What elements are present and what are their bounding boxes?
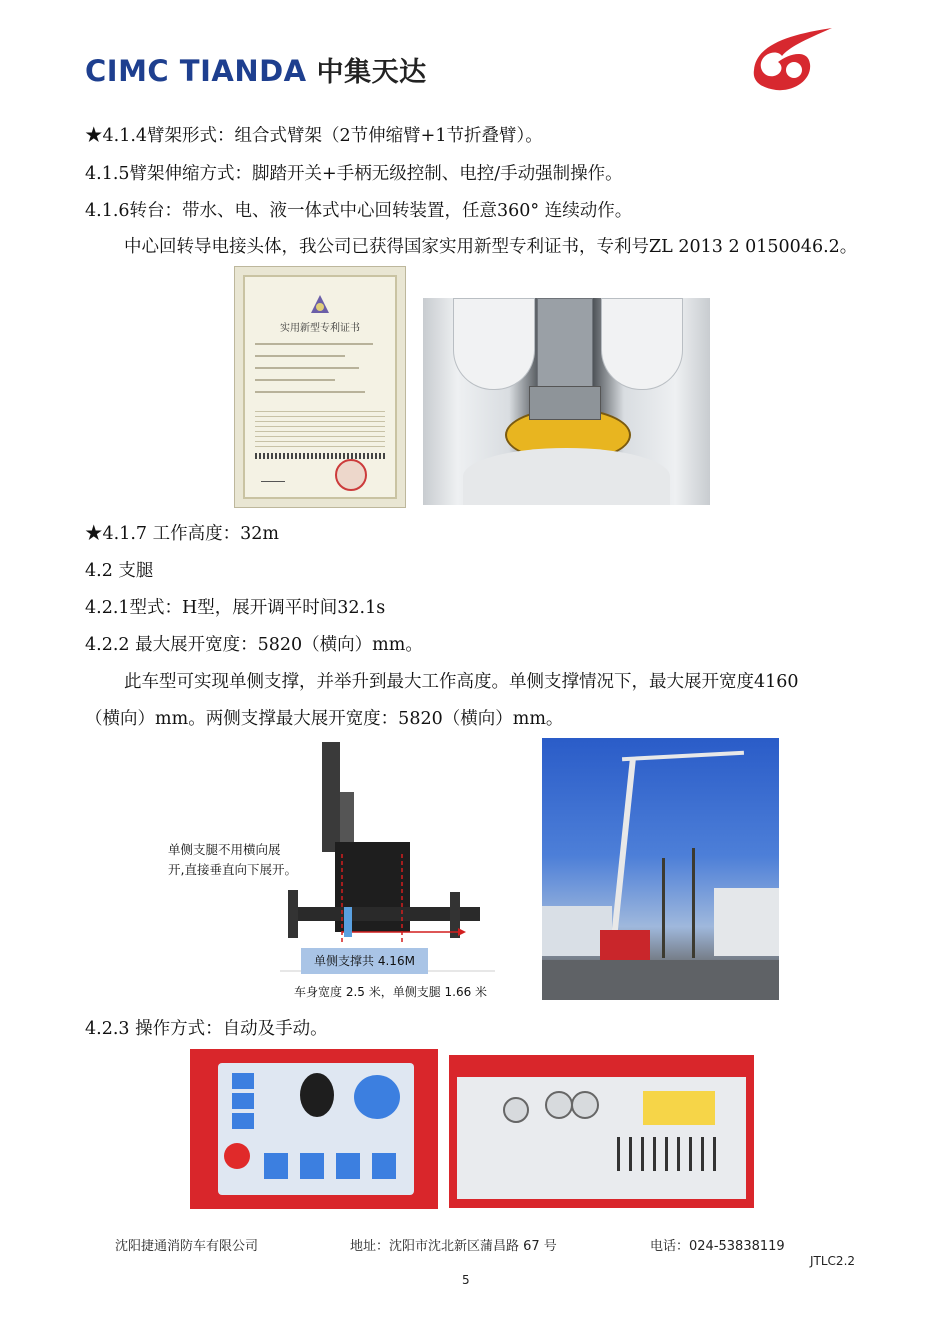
outrigger-diagram	[280, 742, 495, 972]
footer-doc-code: JTLC2.2	[810, 1254, 856, 1268]
pressure-gauge	[503, 1097, 529, 1123]
diagram-note-line2: 开,直接垂直向下展开。	[168, 862, 297, 877]
footer-company: 沈阳捷通消防车有限公司	[115, 1239, 259, 1254]
spec-boom-type: ★4.1.4臂架形式：组合式臂架（2节伸缩臂+1节折叠臂）。	[85, 126, 543, 146]
section-outrigger: 4.2 支腿	[85, 561, 154, 581]
joystick-panel-photo	[190, 1049, 438, 1209]
single-side-support-line1: 此车型可实现单侧支撑，并举升到最大工作高度。单侧支撑情况下，最大展开宽度4160	[124, 672, 799, 692]
emergency-stop-button	[224, 1143, 250, 1169]
truck-cab	[600, 930, 650, 962]
cert-signature	[261, 465, 285, 482]
page-number: 5	[462, 1273, 470, 1287]
diagram-note-line1: 单侧支腿不用横向展	[168, 842, 281, 857]
footer-address: 地址：沈阳市沈北新区蒲昌路 67 号	[350, 1239, 557, 1254]
patent-statement: 中心回转导电接头体，我公司已获得国家实用新型专利证书，专利号ZL 2013 2 0150046.2。	[124, 237, 858, 257]
single-side-span-label: 单侧支撑共 4.16M	[301, 948, 428, 974]
spec-operation-mode: 4.2.3 操作方式：自动及手动。	[85, 1019, 328, 1039]
cert-title: 实用新型专利证书	[280, 323, 360, 334]
company-emblem-icon	[748, 26, 836, 94]
single-side-support-line2: （横向）mm。两侧支撑最大展开宽度：5820（横向）mm。	[85, 709, 564, 729]
control-levers	[617, 1137, 725, 1171]
brand-logo-text	[85, 50, 427, 89]
boom-mast	[610, 759, 636, 949]
brand-name-en: CIMC TIANDA	[85, 54, 307, 88]
spec-max-span: 4.2.2 最大展开宽度：5820（横向）mm。	[85, 635, 423, 655]
aerial-truck-photo	[542, 738, 779, 1000]
joystick	[300, 1073, 334, 1117]
control-cabinet-photo	[449, 1055, 754, 1208]
spec-working-height: ★4.1.7 工作高度：32m	[85, 524, 279, 544]
turntable-photo	[423, 298, 710, 505]
cert-seal-stamp	[335, 459, 367, 491]
diagram-note	[168, 840, 297, 880]
brand-name-cn: 中集天达	[316, 57, 427, 88]
patent-certificate-image	[234, 266, 406, 508]
diagram-caption: 车身宽度 2.5 米，单侧支腿 1.66 米	[294, 985, 488, 999]
spec-outrigger-type: 4.2.1型式：H型，展开调平时间32.1s	[85, 598, 386, 618]
cert-emblem-icon	[307, 293, 333, 317]
control-console	[218, 1063, 414, 1195]
boom-silhouette	[322, 742, 340, 852]
spec-turntable: 4.1.6转台：带水、电、液一体式中心回转装置，任意360° 连续动作。	[85, 201, 633, 221]
spec-boom-telescoping: 4.1.5臂架伸缩方式：脚踏开关+手柄无级控制、电控/手动强制操作。	[85, 164, 623, 184]
footer-phone: 电话：024-53838119	[650, 1239, 785, 1254]
